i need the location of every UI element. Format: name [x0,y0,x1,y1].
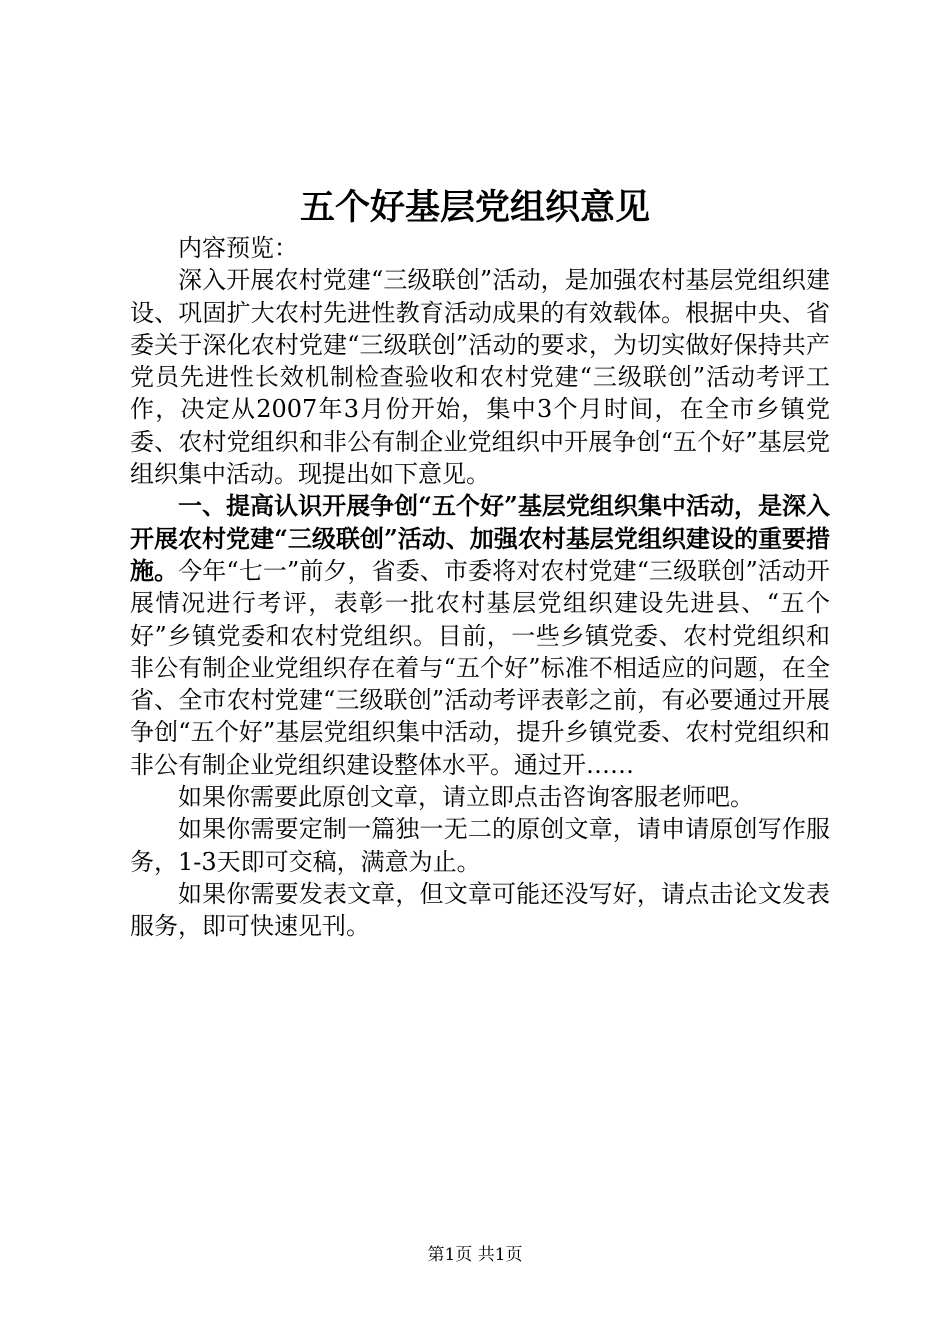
document-title: 五个好基层党组织意见 [299,187,650,228]
paragraph-section-one [130,490,830,781]
paragraph-intro: 深入开展农村党建“三级联创”活动，是加强农村基层党组织建设、巩固扩大农村先进性教育活动成果的有效载体。根据中央、省委关于深化农村党建“三级联创”活动的要求，为切实做好保持共产党员先进性长效机制检查验收和农村党建“三级联创”活动考评工作，决定从2007年3月份开始，集中3个月时间，在全市乡镇党委、农村党组织和非公有制企业党组织中开展争创“五个好”基层党组织集中活动。现提出如下意见。 [130,266,830,489]
section-one-heading: 一、提高认识开展争创“五个好”基层党组织集中活动，是深入开展农村党建“三级联创”活动、加强农村基层党组织建设的重要措施。 [130,491,830,585]
paragraph-custom-writing: 如果你需要定制一篇独一无二的原创文章，请申请原创写作服务，1-3天即可交稿，满意为止。 [130,815,830,876]
page-footer: 第1页 共1页 [427,1245,523,1265]
paragraph-publish: 如果你需要发表文章，但文章可能还没写好，请点击论文发表服务，即可快速见刊。 [130,879,830,941]
paragraph-consult: 如果你需要此原创文章，请立即点击咨询客服老师吧。 [178,783,754,812]
section-one-text: 今年“七一”前夕，省委、市委将对农村党建“三级联创”活动开展情况进行考评，表彰一批农村基层党组织建设先进县、“五个好”乡镇党委和农村党组织。目前，一些乡镇党委、农村党组织和非公有制企业党组织存在着与“五个好”标准不相适应的问题，在全省、全市农村党建“三级联创”活动考评表彰之前，有必要通过开展争创“五个好”基层党组织集中活动，提升乡镇党委、农村党组织和非公有制企业党组织建设整体水平。通过开…… [130,556,831,779]
preview-label: 内容预览： [178,234,298,262]
document-body [130,232,830,943]
